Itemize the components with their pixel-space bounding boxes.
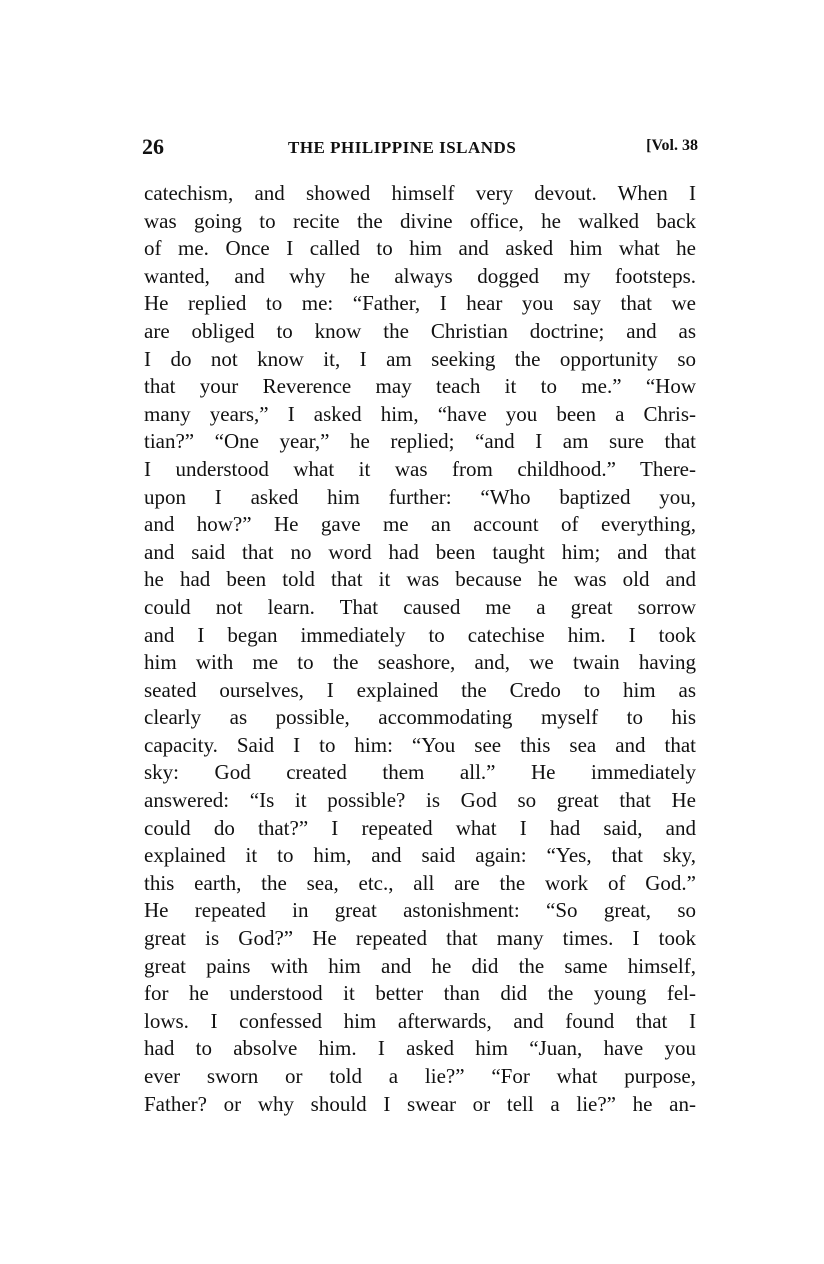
text-line: for he understood it better than did the young fel- (144, 981, 696, 1006)
text-line: I do not know it, I am seeking the opportunity so (144, 346, 696, 371)
text-line: him with me to the seashore, and, we twain having (144, 650, 696, 675)
text-line: this earth, the sea, etc., all are the work of God.” (144, 870, 696, 895)
text-line: He repeated in great astonishment: “So great, so (144, 898, 696, 923)
running-head (142, 134, 698, 164)
text-line: was going to recite the divine office, he walked back (144, 208, 696, 233)
text-line: and said that no word had been taught him; and that (144, 539, 696, 564)
text-line: great is God?” He repeated that many times. I took (144, 926, 696, 951)
text-line: of me. Once I called to him and asked him what he (144, 236, 696, 261)
text-line: clearly as possible, accommodating myself to his (144, 705, 696, 730)
text-line: are obliged to know the Christian doctrine; and as (144, 318, 696, 343)
text-line: explained it to him, and said again: “Yes, that sky, (144, 843, 696, 868)
text-line: catechism, and showed himself very devout. When I (144, 181, 696, 205)
text-line: had to absolve him. I asked him “Juan, have you (144, 1036, 696, 1061)
text-line: could not learn. That caused me a great sorrow (144, 594, 696, 619)
volume-reference: [Vol. 38 (646, 137, 698, 154)
text-line: I understood what it was from childhood.” There- (144, 456, 696, 481)
text-line: and how?” He gave me an account of everything, (144, 512, 696, 537)
text-line: ever sworn or told a lie?” “For what purpose, (144, 1064, 696, 1088)
running-title: THE PHILIPPINE ISLANDS (288, 138, 517, 157)
text-line: He replied to me: “Father, I hear you say that we (144, 291, 696, 316)
text-line: tian?” “One year,” he replied; “and I am sure that (144, 429, 696, 454)
body-text (144, 180, 696, 1118)
text-line: lows. I confessed him afterwards, and found that I (144, 1008, 696, 1033)
text-line: wanted, and why he always dogged my footsteps. (144, 263, 696, 288)
text-line: capacity. Said I to him: “You see this sea and that (144, 732, 696, 757)
text-line: he had been told that it was because he was old and (144, 567, 696, 592)
text-line: Father? or why should I swear or tell a lie?” he an- (144, 1091, 696, 1116)
text-line: upon I asked him further: “Who baptized you, (144, 484, 696, 509)
text-line: could do that?” I repeated what I had said, and (144, 815, 696, 840)
text-line: that your Reverence may teach it to me.” “How (144, 374, 696, 399)
text-line: answered: “Is it possible? is God so great that He (144, 788, 696, 813)
text-line: many years,” I asked him, “have you been a Chris- (144, 401, 696, 426)
page-number: 26 (142, 134, 164, 159)
text-line: and I began immediately to catechise him. I took (144, 622, 696, 647)
text-line: great pains with him and he did the same himself, (144, 953, 696, 978)
text-line: sky: God created them all.” He immediately (144, 760, 696, 785)
text-line: seated ourselves, I explained the Credo to him as (144, 677, 696, 702)
